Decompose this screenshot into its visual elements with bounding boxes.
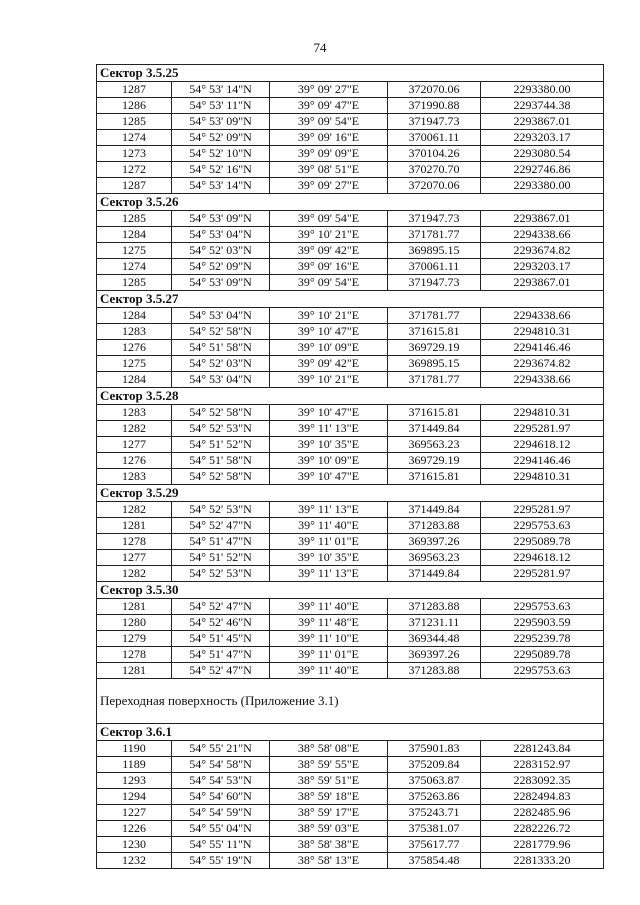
latitude-cell: 54° 54' 60"N: [172, 789, 270, 804]
table-row: [97, 356, 603, 372]
x-coordinate-cell: 369563.23: [388, 437, 481, 452]
point-number-cell: 1281: [97, 599, 172, 614]
y-coordinate-cell: 2293674.82: [513, 356, 571, 370]
y-coordinate-cell: 2282494.83: [513, 789, 571, 803]
y-coordinate-cell: 2292746.86: [513, 162, 571, 176]
point-number-cell: 1277: [97, 437, 172, 452]
y-coordinate-cell: 2295089.78: [513, 534, 571, 548]
latitude-cell: 54° 53' 14"N: [172, 82, 270, 97]
latitude-cell: 54° 52' 16"N: [172, 162, 270, 177]
longitude-cell: 39° 11' 13"E: [270, 421, 388, 436]
x-coordinate-cell: 371283.88: [388, 518, 481, 533]
longitude-cell: 39° 10' 35"E: [270, 550, 388, 565]
x-coordinate-cell: 371615.81: [388, 469, 481, 484]
x-coordinate-cell: 369344.48: [388, 631, 481, 646]
y-coordinate-cell: 2294338.66: [513, 372, 571, 386]
point-number-cell: 1282: [97, 421, 172, 436]
table-row: [97, 308, 603, 324]
latitude-cell: 54° 54' 53"N: [172, 773, 270, 788]
longitude-cell: 39° 11' 01"E: [270, 534, 388, 549]
y-coordinate-cell: 2295281.97: [513, 502, 571, 516]
x-coordinate-cell: 371947.73: [388, 114, 481, 129]
x-coordinate-cell: 372070.06: [388, 82, 481, 97]
point-number-cell: 1276: [97, 340, 172, 355]
table-row: [97, 146, 603, 162]
longitude-cell: 39° 09' 42"E: [270, 356, 388, 371]
x-coordinate-cell: 369729.19: [388, 453, 481, 468]
longitude-cell: 39° 10' 09"E: [270, 340, 388, 355]
longitude-cell: 39° 09' 09"E: [270, 146, 388, 161]
longitude-cell: 39° 11' 01"E: [270, 647, 388, 662]
table-row: [97, 550, 603, 566]
y-coordinate-cell: 2281779.96: [513, 837, 571, 851]
x-coordinate-cell: 370061.11: [388, 259, 481, 274]
x-coordinate-cell: 369895.15: [388, 356, 481, 371]
longitude-cell: 39° 11' 13"E: [270, 502, 388, 517]
point-number-cell: 1285: [97, 275, 172, 290]
longitude-cell: 38° 59' 55"E: [270, 757, 388, 772]
latitude-cell: 54° 52' 53"N: [172, 566, 270, 581]
point-number-cell: 1275: [97, 243, 172, 258]
sector-title: Сектор 3.5.26: [97, 194, 603, 211]
longitude-cell: 39° 09' 54"E: [270, 211, 388, 226]
y-coordinate-cell: 2293380.00: [513, 178, 571, 192]
latitude-cell: 54° 52' 46"N: [172, 615, 270, 630]
latitude-cell: 54° 53' 04"N: [172, 227, 270, 242]
point-number-cell: 1232: [97, 853, 172, 868]
x-coordinate-cell: 371615.81: [388, 324, 481, 339]
table-row: [97, 324, 603, 340]
x-coordinate-cell: 369729.19: [388, 340, 481, 355]
point-number-cell: 1278: [97, 534, 172, 549]
y-coordinate-cell: 2295281.97: [513, 421, 571, 435]
table-row: [97, 162, 603, 178]
table-row: [97, 789, 603, 805]
x-coordinate-cell: 370104.26: [388, 146, 481, 161]
latitude-cell: 54° 54' 59"N: [172, 805, 270, 820]
y-coordinate-cell: 2294618.12: [513, 437, 571, 451]
table-row: [97, 421, 603, 437]
point-number-cell: 1282: [97, 566, 172, 581]
latitude-cell: 54° 52' 53"N: [172, 421, 270, 436]
table-row: [97, 663, 603, 679]
table-row: [97, 518, 603, 534]
point-number-cell: 1293: [97, 773, 172, 788]
section-note: Переходная поверхность (Приложение 3.1): [97, 679, 603, 724]
longitude-cell: 38° 58' 38"E: [270, 837, 388, 852]
y-coordinate-cell: 2294810.31: [513, 324, 571, 338]
point-number-cell: 1279: [97, 631, 172, 646]
latitude-cell: 54° 53' 09"N: [172, 114, 270, 129]
x-coordinate-cell: 375263.86: [388, 789, 481, 804]
latitude-cell: 54° 51' 52"N: [172, 550, 270, 565]
y-coordinate-cell: 2281333.20: [513, 853, 571, 867]
longitude-cell: 38° 59' 17"E: [270, 805, 388, 820]
longitude-cell: 38° 58' 08"E: [270, 741, 388, 756]
x-coordinate-cell: 375243.71: [388, 805, 481, 820]
latitude-cell: 54° 53' 14"N: [172, 178, 270, 193]
latitude-cell: 54° 53' 09"N: [172, 275, 270, 290]
latitude-cell: 54° 55' 19"N: [172, 853, 270, 868]
latitude-cell: 54° 51' 58"N: [172, 340, 270, 355]
latitude-cell: 54° 55' 21"N: [172, 741, 270, 756]
table-row: [97, 227, 603, 243]
table-row: [97, 82, 603, 98]
longitude-cell: 39° 09' 54"E: [270, 114, 388, 129]
latitude-cell: 54° 52' 03"N: [172, 243, 270, 258]
point-number-cell: 1272: [97, 162, 172, 177]
y-coordinate-cell: 2294810.31: [513, 469, 571, 483]
latitude-cell: 54° 51' 47"N: [172, 534, 270, 549]
point-number-cell: 1273: [97, 146, 172, 161]
latitude-cell: 54° 52' 58"N: [172, 324, 270, 339]
longitude-cell: 39° 11' 10"E: [270, 631, 388, 646]
latitude-cell: 54° 52' 09"N: [172, 259, 270, 274]
table-row: [97, 259, 603, 275]
y-coordinate-cell: 2294146.46: [513, 340, 571, 354]
point-number-cell: 1276: [97, 453, 172, 468]
table-row: [97, 837, 603, 853]
y-coordinate-cell: 2293380.00: [513, 82, 571, 96]
table-row: [97, 340, 603, 356]
longitude-cell: 39° 08' 51"E: [270, 162, 388, 177]
point-number-cell: 1274: [97, 259, 172, 274]
y-coordinate-cell: 2293203.17: [513, 259, 571, 273]
table-row: [97, 211, 603, 227]
latitude-cell: 54° 55' 11"N: [172, 837, 270, 852]
point-number-cell: 1274: [97, 130, 172, 145]
x-coordinate-cell: 371947.73: [388, 275, 481, 290]
table-row: [97, 405, 603, 421]
table-row: [97, 757, 603, 773]
x-coordinate-cell: 370061.11: [388, 130, 481, 145]
y-coordinate-cell: 2281243.84: [513, 741, 571, 755]
table-row: [97, 853, 603, 869]
point-number-cell: 1280: [97, 615, 172, 630]
point-number-cell: 1287: [97, 178, 172, 193]
point-number-cell: 1283: [97, 469, 172, 484]
x-coordinate-cell: 369397.26: [388, 534, 481, 549]
point-number-cell: 1275: [97, 356, 172, 371]
y-coordinate-cell: 2283092.35: [513, 773, 571, 787]
latitude-cell: 54° 51' 47"N: [172, 647, 270, 662]
table-row: [97, 372, 603, 388]
longitude-cell: 39° 09' 16"E: [270, 130, 388, 145]
longitude-cell: 39° 11' 13"E: [270, 566, 388, 581]
longitude-cell: 38° 58' 13"E: [270, 853, 388, 868]
y-coordinate-cell: 2295753.63: [513, 663, 571, 677]
longitude-cell: 38° 59' 03"E: [270, 821, 388, 836]
x-coordinate-cell: 371283.88: [388, 599, 481, 614]
table-row: [97, 502, 603, 518]
longitude-cell: 39° 10' 21"E: [270, 308, 388, 323]
sector-title: Сектор 3.5.28: [97, 388, 603, 405]
y-coordinate-cell: 2295089.78: [513, 647, 571, 661]
longitude-cell: 39° 11' 48"E: [270, 615, 388, 630]
y-coordinate-cell: 2294618.12: [513, 550, 571, 564]
x-coordinate-cell: 369563.23: [388, 550, 481, 565]
longitude-cell: 39° 10' 21"E: [270, 227, 388, 242]
table-row: [97, 114, 603, 130]
sector-title: Сектор 3.5.30: [97, 582, 603, 599]
latitude-cell: 54° 51' 52"N: [172, 437, 270, 452]
x-coordinate-cell: 371449.84: [388, 502, 481, 517]
point-number-cell: 1283: [97, 405, 172, 420]
longitude-cell: 39° 10' 35"E: [270, 437, 388, 452]
point-number-cell: 1226: [97, 821, 172, 836]
point-number-cell: 1287: [97, 82, 172, 97]
table-row: [97, 437, 603, 453]
x-coordinate-cell: 372070.06: [388, 178, 481, 193]
y-coordinate-cell: 2294810.31: [513, 405, 571, 419]
point-number-cell: 1277: [97, 550, 172, 565]
latitude-cell: 54° 51' 58"N: [172, 453, 270, 468]
coordinates-table: [96, 64, 604, 869]
table-row: [97, 741, 603, 757]
latitude-cell: 54° 52' 03"N: [172, 356, 270, 371]
y-coordinate-cell: 2295753.63: [513, 599, 571, 613]
x-coordinate-cell: 375854.48: [388, 853, 481, 868]
latitude-cell: 54° 52' 53"N: [172, 502, 270, 517]
point-number-cell: 1284: [97, 372, 172, 387]
x-coordinate-cell: 375209.84: [388, 757, 481, 772]
table-row: [97, 243, 603, 259]
table-row: [97, 566, 603, 582]
y-coordinate-cell: 2295753.63: [513, 518, 571, 532]
table-row: [97, 599, 603, 615]
y-coordinate-cell: 2293203.17: [513, 130, 571, 144]
point-number-cell: 1284: [97, 227, 172, 242]
y-coordinate-cell: 2283152.97: [513, 757, 571, 771]
sector-title: Сектор 3.6.1: [97, 724, 603, 741]
latitude-cell: 54° 53' 09"N: [172, 211, 270, 226]
latitude-cell: 54° 52' 58"N: [172, 469, 270, 484]
x-coordinate-cell: 371781.77: [388, 372, 481, 387]
y-coordinate-cell: 2282226.72: [513, 821, 571, 835]
x-coordinate-cell: 369895.15: [388, 243, 481, 258]
latitude-cell: 54° 53' 11"N: [172, 98, 270, 113]
y-coordinate-cell: 2282485.96: [513, 805, 571, 819]
longitude-cell: 39° 09' 42"E: [270, 243, 388, 258]
table-row: [97, 773, 603, 789]
latitude-cell: 54° 55' 04"N: [172, 821, 270, 836]
point-number-cell: 1227: [97, 805, 172, 820]
x-coordinate-cell: 370270.70: [388, 162, 481, 177]
table-row: [97, 453, 603, 469]
table-row: [97, 178, 603, 194]
x-coordinate-cell: 371231.11: [388, 615, 481, 630]
y-coordinate-cell: 2295239.78: [513, 631, 571, 645]
table-row: [97, 647, 603, 663]
latitude-cell: 54° 52' 47"N: [172, 599, 270, 614]
table-row: [97, 275, 603, 291]
longitude-cell: 39° 10' 47"E: [270, 324, 388, 339]
point-number-cell: 1230: [97, 837, 172, 852]
longitude-cell: 39° 10' 47"E: [270, 469, 388, 484]
sector-title: Сектор 3.5.27: [97, 291, 603, 308]
y-coordinate-cell: 2293867.01: [513, 211, 571, 225]
point-number-cell: 1285: [97, 114, 172, 129]
x-coordinate-cell: 371781.77: [388, 227, 481, 242]
page-number: 74: [313, 40, 327, 55]
x-coordinate-cell: 371449.84: [388, 566, 481, 581]
x-coordinate-cell: 375617.77: [388, 837, 481, 852]
x-coordinate-cell: 371781.77: [388, 308, 481, 323]
latitude-cell: 54° 53' 04"N: [172, 308, 270, 323]
x-coordinate-cell: 375901.83: [388, 741, 481, 756]
table-row: [97, 631, 603, 647]
table-row: [97, 534, 603, 550]
table-row: [97, 98, 603, 114]
longitude-cell: 39° 10' 21"E: [270, 372, 388, 387]
longitude-cell: 39° 10' 09"E: [270, 453, 388, 468]
x-coordinate-cell: 375381.07: [388, 821, 481, 836]
longitude-cell: 39° 09' 16"E: [270, 259, 388, 274]
y-coordinate-cell: 2294338.66: [513, 227, 571, 241]
table-row: [97, 469, 603, 485]
longitude-cell: 38° 59' 51"E: [270, 773, 388, 788]
x-coordinate-cell: 369397.26: [388, 647, 481, 662]
point-number-cell: 1284: [97, 308, 172, 323]
table-row: [97, 130, 603, 146]
longitude-cell: 39° 11' 40"E: [270, 599, 388, 614]
table-row: [97, 821, 603, 837]
longitude-cell: 39° 10' 47"E: [270, 405, 388, 420]
y-coordinate-cell: 2293674.82: [513, 243, 571, 257]
y-coordinate-cell: 2295281.97: [513, 566, 571, 580]
longitude-cell: 39° 09' 27"E: [270, 82, 388, 97]
latitude-cell: 54° 53' 04"N: [172, 372, 270, 387]
point-number-cell: 1190: [97, 741, 172, 756]
longitude-cell: 39° 09' 47"E: [270, 98, 388, 113]
x-coordinate-cell: 371947.73: [388, 211, 481, 226]
table-row: [97, 805, 603, 821]
latitude-cell: 54° 51' 45"N: [172, 631, 270, 646]
sector-title: Сектор 3.5.29: [97, 485, 603, 502]
y-coordinate-cell: 2294146.46: [513, 453, 571, 467]
x-coordinate-cell: 371615.81: [388, 405, 481, 420]
latitude-cell: 54° 52' 47"N: [172, 663, 270, 678]
y-coordinate-cell: 2293744.38: [513, 98, 571, 112]
point-number-cell: 1281: [97, 663, 172, 678]
x-coordinate-cell: 371990.88: [388, 98, 481, 113]
x-coordinate-cell: 371449.84: [388, 421, 481, 436]
sector-title: Сектор 3.5.25: [97, 65, 603, 82]
longitude-cell: 39° 11' 40"E: [270, 663, 388, 678]
longitude-cell: 39° 09' 27"E: [270, 178, 388, 193]
y-coordinate-cell: 2294338.66: [513, 308, 571, 322]
latitude-cell: 54° 52' 09"N: [172, 130, 270, 145]
point-number-cell: 1282: [97, 502, 172, 517]
latitude-cell: 54° 52' 47"N: [172, 518, 270, 533]
point-number-cell: 1189: [97, 757, 172, 772]
y-coordinate-cell: 2293867.01: [513, 275, 571, 289]
y-coordinate-cell: 2293867.01: [513, 114, 571, 128]
longitude-cell: 38° 59' 18"E: [270, 789, 388, 804]
point-number-cell: 1281: [97, 518, 172, 533]
x-coordinate-cell: 375063.87: [388, 773, 481, 788]
point-number-cell: 1286: [97, 98, 172, 113]
longitude-cell: 39° 11' 40"E: [270, 518, 388, 533]
table-row: [97, 615, 603, 631]
latitude-cell: 54° 52' 10"N: [172, 146, 270, 161]
point-number-cell: 1294: [97, 789, 172, 804]
y-coordinate-cell: 2293080.54: [513, 146, 571, 160]
x-coordinate-cell: 371283.88: [388, 663, 481, 678]
y-coordinate-cell: 2295903.59: [513, 615, 571, 629]
point-number-cell: 1278: [97, 647, 172, 662]
point-number-cell: 1283: [97, 324, 172, 339]
longitude-cell: 39° 09' 54"E: [270, 275, 388, 290]
latitude-cell: 54° 54' 58"N: [172, 757, 270, 772]
latitude-cell: 54° 52' 58"N: [172, 405, 270, 420]
point-number-cell: 1285: [97, 211, 172, 226]
